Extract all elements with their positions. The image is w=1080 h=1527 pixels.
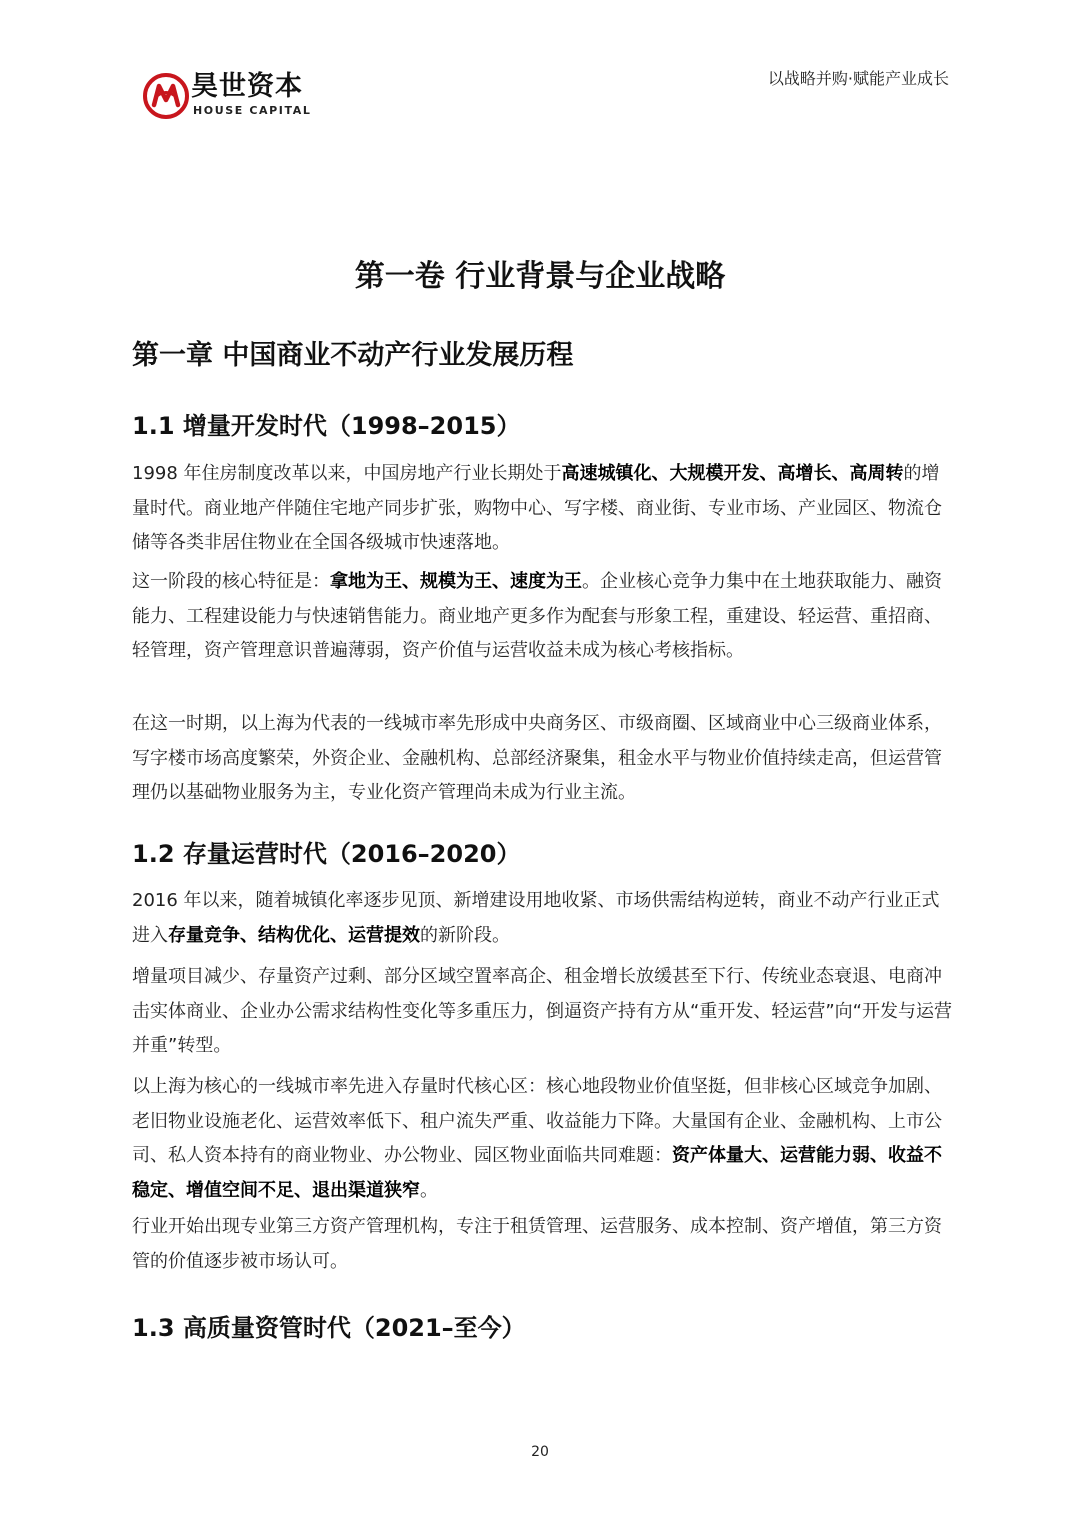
logo-chinese-text: 昊世资本 <box>191 71 303 102</box>
section-title-1-2: 1.2 存量运营时代（2016–2020） <box>132 840 521 868</box>
body-text: 。企业核心竞争力集中在土地获取能力、融资能力、工程建设能力与快速销售能力。商业地产更多作为配套与形象工程，重建设、轻运营、重招商、轻管理，资产管理意识普遍薄弱，资产价值与运营收益未成为核心考核指标。 <box>132 571 942 661</box>
body-text: 以上海为核心的一线城市率先进入存量时代核心区：核心地段物业价值坚挺，但非核心区域竞争加剧、老旧物业设施老化、运营效率低下、租户流失严重、收益能力下降。大量国有企业、金融机构、上市公司、私人资本持有的商业物业、办公物业、园区物业面临共同难题： <box>132 1076 942 1166</box>
section-title-1-3: 1.3 高质量资管时代（2021–至今） <box>132 1314 526 1342</box>
body-text: 1998 年住房制度改革以来，中国房地产行业长期处于 <box>132 463 562 484</box>
body-text: 。 <box>420 1179 438 1201</box>
section-1-1-paragraph-3 <box>132 707 952 811</box>
logo-english-text: HOUSE CAPITAL <box>193 104 312 117</box>
logo-mark-icon <box>143 73 189 119</box>
body-text: 的新阶段。 <box>420 924 510 946</box>
body-text: 2016 年以来，随着城镇化率逐步见顶、新增建设用地收紧、市场供需结构逆转，商业不动产行业正式进入 <box>132 890 940 946</box>
section-1-1-paragraph-2 <box>132 565 952 669</box>
header-tagline: 以战略并购·赋能产业成长 <box>767 69 949 88</box>
body-text: 的增量时代。商业地产伴随住宅地产同步扩张，购物中心、写字楼、商业街、专业市场、产业园区、物流仓储等各类非居住物业在全国各级城市快速落地。 <box>132 463 942 553</box>
section-title-1-1: 1.1 增量开发时代（1998–2015） <box>132 412 521 440</box>
page-number: 20 <box>531 1444 549 1460</box>
section-1-2-paragraph-3 <box>132 1070 952 1208</box>
section-1-2-paragraph-4 <box>132 1210 952 1279</box>
body-text: 这一阶段的核心特征是： <box>132 571 330 592</box>
emphasis-text: 存量竞争、结构优化、运营提效 <box>168 924 420 946</box>
page-header <box>0 0 1080 130</box>
body-text: 行业开始出现专业第三方资产管理机构，专注于租赁管理、运营服务、成本控制、资产增值，第三方资管的价值逐步被市场认可。 <box>132 1216 942 1272</box>
emphasis-text: 高速城镇化、大规模开发、高增长、高周转 <box>561 463 904 484</box>
emphasis-text: 拿地为王、规模为王、速度为王 <box>330 571 582 592</box>
house-capital-logo <box>143 70 313 122</box>
volume-title: 第一卷 行业背景与企业战略 <box>354 259 726 294</box>
section-1-2-paragraph-2 <box>132 960 952 1064</box>
emphasis-text: 资产体量大、运营能力弱、收益不稳定、增值空间不足、退出渠道狭窄 <box>132 1145 942 1201</box>
body-text: 在这一时期，以上海为代表的一线城市率先形成中央商务区、市级商圈、区域商业中心三级商业体系，写字楼市场高度繁荣，外资企业、金融机构、总部经济聚集，租金水平与物业价值持续走高，但运营管理仍以基础物业服务为主，专业化资产管理尚未成为行业主流。 <box>132 713 942 803</box>
body-text: 增量项目减少、存量资产过剩、部分区域空置率高企、租金增长放缓甚至下行、传统业态衰退、电商冲击实体商业、企业办公需求结构性变化等多重压力，倒逼资产持有方从“重开发、轻运营”向“开发与运营并重”转型。 <box>132 966 952 1056</box>
section-1-1-paragraph-1 <box>132 457 952 561</box>
section-1-2-paragraph-1 <box>132 884 952 953</box>
chapter-title: 第一章 中国商业不动产行业发展历程 <box>132 340 574 371</box>
